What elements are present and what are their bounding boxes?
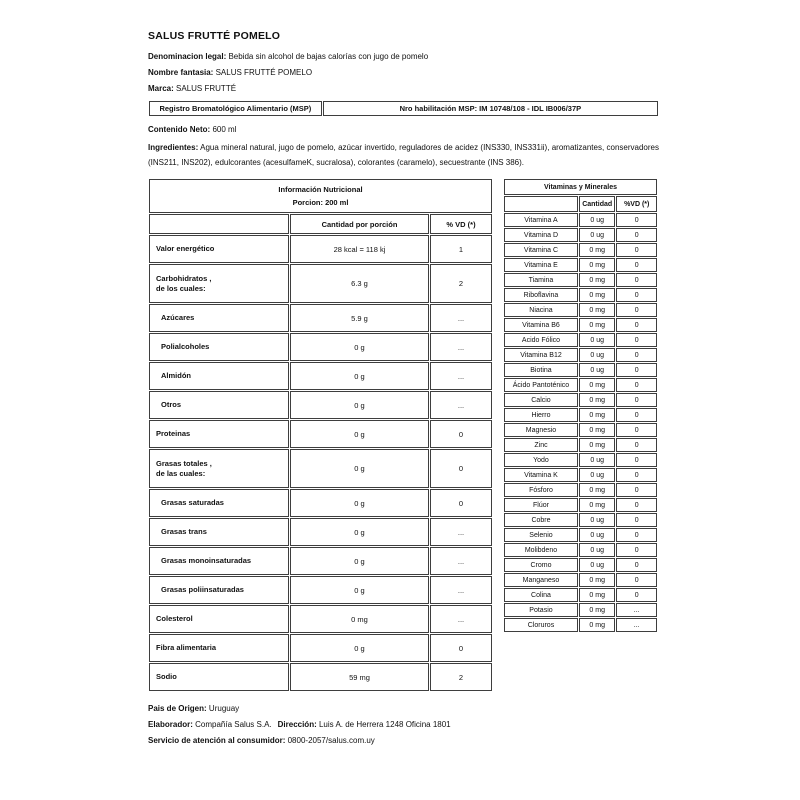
field-contenido-neto — [148, 125, 659, 134]
nutrient-name — [149, 391, 289, 419]
vitamin-row — [504, 513, 657, 527]
field-value: Uruguay — [208, 704, 240, 713]
vitamin-row — [504, 528, 657, 542]
vitamin-row — [504, 453, 657, 467]
vitamin-name: Vitamina E — [504, 258, 578, 272]
vitamin-dv: 0 — [616, 438, 657, 452]
vitamin-row — [504, 498, 657, 512]
field-servicio-consumidor — [148, 736, 659, 745]
nutrient-amount: 59 mg — [290, 663, 429, 691]
registry-row — [149, 101, 658, 116]
nutrition-row — [149, 304, 492, 332]
vitamin-dv: 0 — [616, 483, 657, 497]
nutrient-amount: 0 g — [290, 634, 429, 662]
vitamin-name: Molibdeno — [504, 543, 578, 557]
field-elaborador — [148, 720, 659, 729]
vitamin-dv: 0 — [616, 498, 657, 512]
vitamin-name: Vitamina D — [504, 228, 578, 242]
vitamin-amount: 0 mg — [579, 393, 615, 407]
vitamin-name: Vitamina B6 — [504, 318, 578, 332]
vitamin-name: Vitamina K — [504, 468, 578, 482]
vitamin-dv: 0 — [616, 558, 657, 572]
vitamin-name: Niacina — [504, 303, 578, 317]
nutrient-amount: 0 g — [290, 449, 429, 488]
nutrient-dv: 0 — [430, 449, 492, 488]
vitamin-dv: 0 — [616, 468, 657, 482]
vitamin-dv: 0 — [616, 213, 657, 227]
vitamin-row — [504, 348, 657, 362]
nutrition-row — [149, 264, 492, 303]
nutrient-name-line1: Otros — [161, 400, 182, 409]
nutrition-row — [149, 605, 492, 633]
field-label: Nombre fantasia: — [148, 68, 214, 77]
nutrient-name — [149, 420, 289, 448]
ingredients-paragraph — [148, 140, 659, 170]
nutrition-row — [149, 547, 492, 575]
nutrition-table-title — [149, 179, 492, 213]
tables-area — [148, 178, 659, 692]
nutrient-amount: 0 g — [290, 362, 429, 390]
nutrient-dv: ... — [430, 391, 492, 419]
field-value: 0800-2057/salus.com.uy — [287, 736, 375, 745]
vitamin-amount: 0 mg — [579, 618, 615, 632]
vitamins-table-header — [504, 179, 657, 195]
vitamin-name: Fósforo — [504, 483, 578, 497]
vitamin-name: Potasio — [504, 603, 578, 617]
field-label: Contenido Neto: — [148, 125, 211, 134]
vitamins-colhead-dv: %VD (*) — [616, 196, 657, 212]
vitamin-dv: 0 — [616, 588, 657, 602]
vitamin-amount: 0 ug — [579, 453, 615, 467]
vitamin-amount: 0 mg — [579, 303, 615, 317]
nutrition-row — [149, 663, 492, 691]
registry-cell-left: Registro Bromatológico Alimentario (MSP) — [149, 101, 322, 116]
nutrition-row — [149, 362, 492, 390]
vitamin-amount: 0 ug — [579, 348, 615, 362]
vitamin-name: Biotina — [504, 363, 578, 377]
nutrition-row — [149, 391, 492, 419]
nutrient-name-line1: Grasas poliinsaturadas — [161, 585, 244, 594]
nutrient-name — [149, 634, 289, 662]
vitamin-row — [504, 333, 657, 347]
vitamin-amount: 0 mg — [579, 498, 615, 512]
vitamin-name: Riboflavina — [504, 288, 578, 302]
nutrient-name-line1: Azúcares — [161, 313, 195, 322]
vitamin-amount: 0 mg — [579, 408, 615, 422]
vitamin-row — [504, 258, 657, 272]
vitamin-row — [504, 543, 657, 557]
vitamin-dv: 0 — [616, 453, 657, 467]
field-value-direccion: Luis A. de Herrera 1248 Oficina 1801 — [318, 720, 451, 729]
nutrient-dv: ... — [430, 605, 492, 633]
nutrient-name — [149, 576, 289, 604]
registry-table — [148, 100, 659, 117]
nutrition-row — [149, 449, 492, 488]
vitamin-row — [504, 318, 657, 332]
nutrient-amount: 5.9 g — [290, 304, 429, 332]
vitamin-amount: 0 ug — [579, 213, 615, 227]
ingredients-text: Agua mineral natural, jugo de pomelo, azúcar invertido, reguladores de acidez (INS330, INS331ii), aromatizantes, conservadores (INS211, INS202), edulcorantes (acesulfameK, sucralosa), colorantes (caramelo), secuestrante (INS 386). — [148, 143, 659, 167]
vitamin-name: Cloruros — [504, 618, 578, 632]
nutrient-dv: ... — [430, 333, 492, 361]
vitamin-row — [504, 423, 657, 437]
nutrition-row — [149, 333, 492, 361]
vitamin-dv: 0 — [616, 348, 657, 362]
nutrient-name — [149, 362, 289, 390]
vitamin-amount: 0 ug — [579, 468, 615, 482]
nutrient-amount: 28 kcal = 118 kj — [290, 235, 429, 263]
nutrition-row — [149, 489, 492, 517]
nutrient-amount: 0 mg — [290, 605, 429, 633]
nutrient-name-line1: Grasas trans — [161, 527, 207, 536]
nutrient-amount: 0 g — [290, 576, 429, 604]
nutrition-table-header — [149, 179, 492, 213]
nutrition-row — [149, 518, 492, 546]
nutrition-row — [149, 420, 492, 448]
vitamin-amount: 0 mg — [579, 378, 615, 392]
nutrient-name — [149, 663, 289, 691]
field-pais-origen — [148, 704, 659, 713]
field-denominacion-legal — [148, 52, 659, 61]
vitamin-amount: 0 mg — [579, 483, 615, 497]
vitamin-name: Vitamina B12 — [504, 348, 578, 362]
vitamin-amount: 0 ug — [579, 528, 615, 542]
nutrient-dv: ... — [430, 547, 492, 575]
nutrient-dv: ... — [430, 576, 492, 604]
field-value: Bebida sin alcohol de bajas calorías con jugo de pomelo — [228, 52, 429, 61]
vitamin-dv: 0 — [616, 318, 657, 332]
vitamin-row — [504, 573, 657, 587]
vitamin-amount: 0 mg — [579, 603, 615, 617]
registry-cell-right: Nro habilitación MSP: IM 10748/108 - IDL IB006/37P — [323, 101, 658, 116]
nutrient-name-line1: Polialcoholes — [161, 342, 210, 351]
vitamin-row — [504, 588, 657, 602]
vitamin-name: Calcio — [504, 393, 578, 407]
nutrient-name-line2: de las cuales: — [156, 468, 206, 478]
vitamin-name: Vitamina A — [504, 213, 578, 227]
nutrient-name-line1: Sodio — [156, 672, 177, 681]
vitamin-row — [504, 393, 657, 407]
nutrient-amount: 0 g — [290, 547, 429, 575]
nutrition-colhead-dv: % VD (*) — [430, 214, 492, 234]
nutrition-table — [148, 178, 493, 692]
nutrient-dv: 0 — [430, 634, 492, 662]
vitamin-name: Cobre — [504, 513, 578, 527]
nutrient-name-line1: Grasas saturadas — [161, 498, 224, 507]
vitamin-amount: 0 mg — [579, 573, 615, 587]
vitamin-amount: 0 ug — [579, 558, 615, 572]
vitamin-name: Yodo — [504, 453, 578, 467]
vitamin-row — [504, 378, 657, 392]
vitamin-dv: ... — [616, 618, 657, 632]
vitamin-name: Acido Fólico — [504, 333, 578, 347]
vitamin-name: Cromo — [504, 558, 578, 572]
field-value: SALUS FRUTTÉ — [176, 84, 237, 93]
vitamin-dv: 0 — [616, 258, 657, 272]
nutrient-amount: 0 g — [290, 391, 429, 419]
field-label: Denominacion legal: — [148, 52, 227, 61]
vitamin-dv: 0 — [616, 513, 657, 527]
vitamin-row — [504, 243, 657, 257]
vitamin-dv: 0 — [616, 543, 657, 557]
vitamin-amount: 0 ug — [579, 333, 615, 347]
vitamin-name: Flúor — [504, 498, 578, 512]
nutrient-name — [149, 605, 289, 633]
vitamin-dv: 0 — [616, 303, 657, 317]
nutrient-name-line1: Carbohidratos , — [156, 273, 212, 283]
field-label-direccion: Dirección: — [277, 720, 317, 729]
vitamins-colhead-empty — [504, 196, 578, 212]
vitamin-name: Vitamina C — [504, 243, 578, 257]
nutrient-amount: 0 g — [290, 420, 429, 448]
vitamin-row — [504, 363, 657, 377]
vitamin-row — [504, 213, 657, 227]
vitamin-amount: 0 mg — [579, 423, 615, 437]
nutrient-name-line1: Valor energético — [156, 244, 215, 253]
nutrient-dv: 2 — [430, 264, 492, 303]
nutrition-colhead-amount: Cantidad por porción — [290, 214, 429, 234]
nutrient-name-line2: de los cuales: — [156, 283, 206, 293]
vitamin-name: Selenio — [504, 528, 578, 542]
nutrient-dv: ... — [430, 304, 492, 332]
vitamin-amount: 0 mg — [579, 243, 615, 257]
nutrient-amount: 6.3 g — [290, 264, 429, 303]
vitamin-row — [504, 618, 657, 632]
nutrient-dv: ... — [430, 362, 492, 390]
footer — [148, 704, 659, 745]
nutrient-name — [149, 547, 289, 575]
vitamin-name: Magnesio — [504, 423, 578, 437]
vitamin-dv: 0 — [616, 573, 657, 587]
vitamins-colhead-amount: Cantidad — [579, 196, 615, 212]
vitamin-dv: 0 — [616, 243, 657, 257]
vitamin-row — [504, 288, 657, 302]
nutrition-title-line: Información Nutricional — [278, 185, 363, 194]
vitamin-row — [504, 483, 657, 497]
nutrient-name-line1: Grasas totales , — [156, 458, 212, 468]
vitamin-name: Zinc — [504, 438, 578, 452]
nutrient-dv: 2 — [430, 663, 492, 691]
vitamin-amount: 0 ug — [579, 363, 615, 377]
nutrient-name-line1: Grasas monoinsaturadas — [161, 556, 252, 565]
vitamin-amount: 0 mg — [579, 258, 615, 272]
vitamin-amount: 0 mg — [579, 273, 615, 287]
field-value: 600 ml — [212, 125, 237, 134]
nutrient-name — [149, 449, 289, 488]
nutrition-row — [149, 576, 492, 604]
vitamin-dv: 0 — [616, 393, 657, 407]
ingredients-label: Ingredientes: — [148, 143, 199, 152]
vitamin-name: Hierro — [504, 408, 578, 422]
vitamin-row — [504, 603, 657, 617]
nutrition-row — [149, 235, 492, 263]
nutrient-name-line1: Almidón — [161, 371, 191, 380]
vitamin-dv: 0 — [616, 273, 657, 287]
vitamins-table-title: Vitaminas y Minerales — [504, 179, 657, 195]
nutrient-dv: ... — [430, 518, 492, 546]
vitamin-amount: 0 ug — [579, 228, 615, 242]
nutrient-dv: 0 — [430, 420, 492, 448]
vitamin-amount: 0 mg — [579, 288, 615, 302]
vitamin-name: Manganeso — [504, 573, 578, 587]
field-label: Marca: — [148, 84, 174, 93]
vitamin-dv: 0 — [616, 378, 657, 392]
field-label: Pais de Origen: — [148, 704, 207, 713]
vitamin-name: Ácido Pantoténico — [504, 378, 578, 392]
field-label: Servicio de atención al consumidor: — [148, 736, 286, 745]
vitamin-dv: 0 — [616, 228, 657, 242]
vitamin-amount: 0 ug — [579, 513, 615, 527]
vitamin-dv: 0 — [616, 288, 657, 302]
vitamin-row — [504, 228, 657, 242]
vitamin-dv: 0 — [616, 423, 657, 437]
nutrient-dv: 1 — [430, 235, 492, 263]
field-nombre-fantasia — [148, 68, 659, 77]
field-label: Elaborador: — [148, 720, 193, 729]
vitamin-row — [504, 468, 657, 482]
vitamin-row — [504, 303, 657, 317]
vitamin-row — [504, 438, 657, 452]
field-marca — [148, 84, 659, 93]
nutrient-amount: 0 g — [290, 489, 429, 517]
field-value: Compañía Salus S.A. — [195, 720, 272, 729]
nutrient-name — [149, 489, 289, 517]
vitamin-dv: 0 — [616, 408, 657, 422]
vitamin-row — [504, 408, 657, 422]
nutrient-amount: 0 g — [290, 518, 429, 546]
nutrition-portion-line: Porcion: 200 ml — [292, 198, 349, 207]
vitamin-amount: 0 mg — [579, 438, 615, 452]
product-label-document — [148, 30, 659, 752]
nutrient-name — [149, 518, 289, 546]
vitamin-dv: 0 — [616, 528, 657, 542]
vitamin-name: Colina — [504, 588, 578, 602]
nutrient-dv: 0 — [430, 489, 492, 517]
nutrition-row — [149, 634, 492, 662]
vitamin-name: Tiamina — [504, 273, 578, 287]
vitamin-dv: 0 — [616, 333, 657, 347]
vitamins-table — [503, 178, 658, 633]
nutrition-colhead-empty — [149, 214, 289, 234]
nutrition-column-header — [149, 214, 492, 234]
vitamin-amount: 0 mg — [579, 588, 615, 602]
vitamin-dv: 0 — [616, 363, 657, 377]
vitamin-dv: ... — [616, 603, 657, 617]
vitamin-row — [504, 558, 657, 572]
nutrient-amount: 0 g — [290, 333, 429, 361]
nutrient-name — [149, 264, 289, 303]
vitamins-column-header — [504, 196, 657, 212]
nutrient-name — [149, 333, 289, 361]
nutrient-name-line1: Fibra alimentaria — [156, 643, 217, 652]
field-value: SALUS FRUTTÉ POMELO — [215, 68, 313, 77]
nutrient-name-line1: Proteinas — [156, 429, 191, 438]
nutrient-name — [149, 235, 289, 263]
nutrient-name — [149, 304, 289, 332]
nutrient-name-line1: Colesterol — [156, 614, 193, 623]
vitamin-amount: 0 ug — [579, 543, 615, 557]
vitamin-row — [504, 273, 657, 287]
vitamin-amount: 0 mg — [579, 318, 615, 332]
page-title: SALUS FRUTTÉ POMELO — [148, 30, 281, 42]
